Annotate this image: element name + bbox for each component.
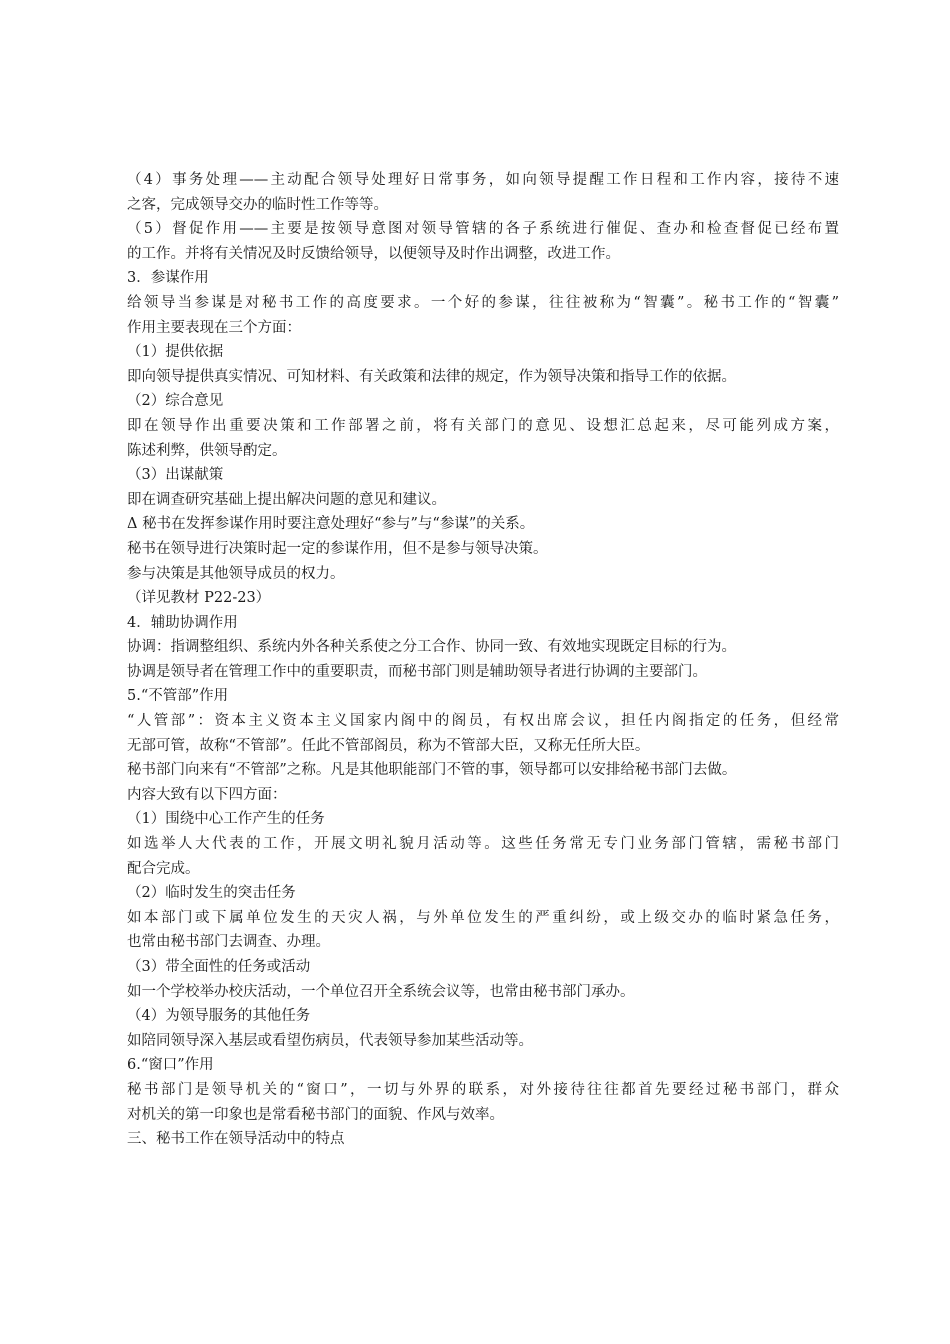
subheading: （4）为领导服务的其他任务 <box>127 1008 311 1025</box>
section-heading: 3．参谋作用 <box>127 270 209 287</box>
text-line: 给领导当参谋是对秘书工作的高度要求。一个好的参谋，往往被称为“智囊”。秘书工作的“智囊” <box>127 294 839 311</box>
text-line: 内容大致有以下四方面： <box>127 786 287 803</box>
text-line: 如陪同领导深入基层或看望伤病员，代表领导参加某些活动等。 <box>127 1032 533 1049</box>
text-line: 如本部门或下属单位发生的天灾人祸，与外单位发生的严重纠纷，或上级交办的临时紧急任务， <box>127 909 839 926</box>
text-line: 无部可管，故称“不管部”。任此不管部阁员，称为不管部大臣，又称无任所大臣。 <box>127 737 650 754</box>
text-line: 也常由秘书部门去调查、办理。 <box>127 934 330 951</box>
subheading: （1）围绕中心工作产生的任务 <box>127 811 325 828</box>
text-line: 即向领导提供真实情况、可知材料、有关政策和法律的规定，作为领导决策和指导工作的依据。 <box>127 368 736 385</box>
text-line: 配合完成。 <box>127 860 200 877</box>
text-line: 即在领导作出重要决策和工作部署之前，将有关部门的意见、设想汇总起来，尽可能列成方案， <box>127 417 839 434</box>
document-page <box>127 168 839 1152</box>
text-line: 秘书部门是领导机关的“窗口”，一切与外界的联系，对外接待往往都首先要经过秘书部门，群众 <box>127 1081 839 1098</box>
text-line: 如选举人大代表的工作，开展文明礼貌月活动等。这些任务常无专门业务部门管辖，需秘书部门 <box>127 836 839 853</box>
text-line: 之客，完成领导交办的临时性工作等等。 <box>127 196 388 213</box>
text-line: 作用主要表现在三个方面： <box>127 319 301 336</box>
text-line: （4）事务处理——主动配合领导处理好日常事务，如向领导提醒工作日程和工作内容，接待不速 <box>127 172 839 188</box>
note-line: Δ 秘书在发挥参谋作用时要注意处理好“参与”与“参谋”的关系。 <box>127 516 535 533</box>
text-line: “人管部”：资本主义资本主义国家内阁中的阁员，有权出席会议，担任内阁指定的任务，但经常 <box>127 713 839 730</box>
text-line: 的工作。并将有关情况及时反馈给领导，以便领导及时作出调整，改进工作。 <box>127 245 620 262</box>
subheading: （3）出谋献策 <box>127 467 224 484</box>
subheading: （1）提供依据 <box>127 344 224 361</box>
text-line: 协调是领导者在管理工作中的重要职责，而秘书部门则是辅助领导者进行协调的主要部门。 <box>127 663 707 680</box>
section-heading: 6.“窗口”作用 <box>127 1057 214 1074</box>
subheading: （2）临时发生的突击任务 <box>127 885 296 902</box>
text-line: 对机关的第一印象也是常看秘书部门的面貌、作风与效率。 <box>127 1106 504 1123</box>
text-line: 陈述利弊，供领导酌定。 <box>127 442 287 459</box>
text-line: 协调：指调整组织、系统内外各种关系使之分工合作、协同一致、有效地实现既定目标的行为。 <box>127 639 736 656</box>
section-heading: 4．辅助协调作用 <box>127 614 238 631</box>
subheading: （2）综合意见 <box>127 393 224 410</box>
text-line: 即在调查研究基础上提出解决问题的意见和建议。 <box>127 491 446 508</box>
text-line: 秘书部门向来有“不管部”之称。凡是其他职能部门不管的事，领导都可以安排给秘书部门去做。 <box>127 762 737 779</box>
chapter-heading: 三、秘书工作在领导活动中的特点 <box>127 1131 345 1148</box>
text-line: （5）督促作用——主要是按领导意图对领导管辖的各子系统进行催促、查办和检查督促已经布置 <box>127 221 839 238</box>
text-line: 秘书在领导进行决策时起一定的参谋作用，但不是参与领导决策。 <box>127 540 548 557</box>
text-line: 参与决策是其他领导成员的权力。 <box>127 565 345 582</box>
section-heading: 5.“不管部”作用 <box>127 688 229 705</box>
subheading: （3）带全面性的任务或活动 <box>127 959 311 975</box>
reference-line: （详见教材 P22-23） <box>127 590 271 607</box>
text-line: 如一个学校举办校庆活动，一个单位召开全系统会议等，也常由秘书部门承办。 <box>127 983 635 1000</box>
